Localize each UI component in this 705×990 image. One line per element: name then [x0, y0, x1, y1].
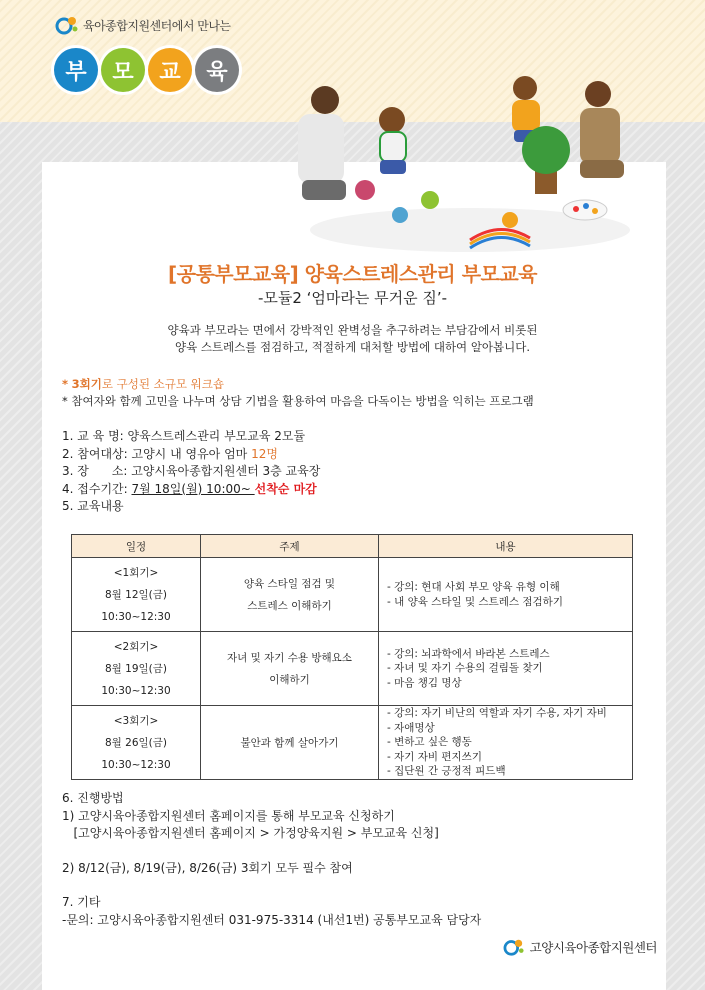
- intro-text: [0, 322, 705, 356]
- program-notes: [62, 376, 534, 410]
- session-date: 8월 19일(금): [104, 662, 167, 675]
- info-contents-heading: 5. 교육내용: [62, 499, 124, 513]
- session-date: 8월 26일(금): [104, 736, 167, 749]
- cell-content: [379, 558, 633, 632]
- info-deadline: 선착순 마감: [254, 481, 317, 496]
- circle-bu: 부: [54, 48, 98, 92]
- content-item: - 강의: 뇌과학에서 바라본 스트레스: [387, 647, 632, 662]
- note-workshop-text: 로 구성된 소규모 워크숍: [101, 377, 224, 391]
- info-period-label: 4. 접수기간:: [62, 481, 132, 496]
- spacer: [62, 877, 481, 894]
- table-row: [72, 706, 633, 780]
- content-item: - 자애명상: [387, 721, 632, 736]
- cell-content: [379, 706, 633, 780]
- note-workshop: [62, 376, 534, 393]
- col-header-topic: 주제: [201, 535, 379, 558]
- method-step-1: 1) 고양시육아종합지원센터 홈페이지를 통해 부모교육 신청하기: [62, 808, 395, 823]
- session-date: 8월 12일(금): [104, 588, 167, 601]
- info-target-label: 2. 참여대상: 고양시 내 영유아 엄마: [62, 446, 252, 461]
- center-logo-icon: [55, 14, 79, 36]
- method-step-2: 2) 8/12(금), 8/19(금), 8/26(금) 3회기 모두 필수 참여: [62, 860, 353, 875]
- topic-line: 자녀 및 자기 수용 방해요소: [227, 651, 352, 664]
- program-info: [62, 428, 320, 516]
- circle-gyo: 교: [148, 48, 192, 92]
- info-capacity: 12명: [251, 446, 278, 461]
- header-logo-line: [55, 14, 231, 36]
- note-session-count: 3회기: [71, 377, 102, 391]
- info-program-name: 1. 교 육 명: 양육스트레스관리 부모교육 2모듈: [62, 429, 306, 443]
- program-footer: [62, 790, 481, 929]
- content-item: - 자기 자비 편지쓰기: [387, 750, 632, 765]
- schedule-table: [71, 534, 633, 780]
- session-label: <2회기>: [113, 640, 159, 653]
- cell-schedule: [72, 632, 201, 706]
- info-period-date: 7월 18일(월) 10:00~: [131, 481, 255, 496]
- method-path: [고양시육아종합지원센터 홈페이지 > 가정양육지원 > 부모교육 신청]: [62, 826, 439, 840]
- intro-line: 양육 스트레스를 점검하고, 적절하게 대처할 방법에 대하여 알아봅니다.: [174, 340, 531, 354]
- info-target: [62, 446, 320, 464]
- page-subtitle: -모듈2 ‘엄마라는 무거운 짐’-: [257, 289, 448, 307]
- cell-schedule: [72, 706, 201, 780]
- col-header-content: 내용: [379, 535, 633, 558]
- session-label: <3회기>: [113, 714, 159, 727]
- contact-line: -문의: 고양시육아종합지원센터 031-975-3314 (내선1번) 공통부모교육 담당자: [62, 912, 482, 927]
- content-item: - 자녀 및 자기 수용의 걸림돌 찾기: [387, 661, 632, 676]
- content-item: - 내 양육 스타일 및 스트레스 점검하기: [387, 595, 632, 610]
- note-star: *: [62, 377, 69, 391]
- spacer: [62, 843, 481, 860]
- content-item: - 집단원 간 긍정적 피드백: [387, 764, 632, 779]
- header-tagline: 육아종합지원센터에서 만나는: [83, 18, 231, 33]
- topic-line: 불안과 함께 살아가기: [240, 736, 339, 749]
- topic-line: 이해하기: [269, 673, 310, 686]
- intro-line: 양육과 부모라는 면에서 강박적인 완벽성을 추구하려는 부담감에서 비롯된: [167, 323, 538, 337]
- topic-line: 스트레스 이해하기: [247, 599, 332, 612]
- cell-topic: [201, 558, 379, 632]
- content-item: - 마음 챙김 명상: [387, 676, 632, 691]
- session-time: 10:30~12:30: [101, 684, 171, 697]
- content-item: - 강의: 자기 비난의 역할과 자기 수용, 자기 자비: [387, 706, 632, 721]
- table-header-row: [72, 535, 633, 558]
- info-location: 3. 장 소: 고양시육아종합지원센터 3층 교육장: [62, 464, 321, 478]
- cell-topic: [201, 706, 379, 780]
- col-header-schedule: 일정: [72, 535, 201, 558]
- info-period: [62, 481, 320, 499]
- method-heading: 6. 진행방법: [62, 791, 124, 805]
- title-circles: [54, 48, 239, 92]
- center-name: 고양시육아종합지원센터: [529, 940, 657, 955]
- table-row: [72, 632, 633, 706]
- note-program: * 참여자와 함께 고민을 나누며 상담 기법을 활용하여 마음을 다독이는 방법을 익히는 프로그램: [62, 394, 534, 408]
- page-title: [공통부모교육] 양육스트레스관리 부모교육: [168, 262, 537, 286]
- session-time: 10:30~12:30: [101, 758, 171, 771]
- footer-center-logo: [502, 937, 657, 957]
- cell-schedule: [72, 558, 201, 632]
- content-item: - 변하고 싶은 행동: [387, 735, 632, 750]
- session-time: 10:30~12:30: [101, 610, 171, 623]
- cell-content: [379, 632, 633, 706]
- content-item: - 강의: 현대 사회 부모 양육 유형 이해: [387, 580, 632, 595]
- session-label: <1회기>: [113, 566, 159, 579]
- topic-line: 양육 스타일 점검 및: [243, 577, 336, 590]
- etc-heading: 7. 기타: [62, 895, 101, 909]
- table-row: [72, 558, 633, 632]
- circle-yuk: 육: [195, 48, 239, 92]
- circle-mo: 모: [101, 48, 145, 92]
- cell-topic: [201, 632, 379, 706]
- center-logo-icon: [502, 937, 526, 957]
- family-painting-illustration: [280, 70, 650, 260]
